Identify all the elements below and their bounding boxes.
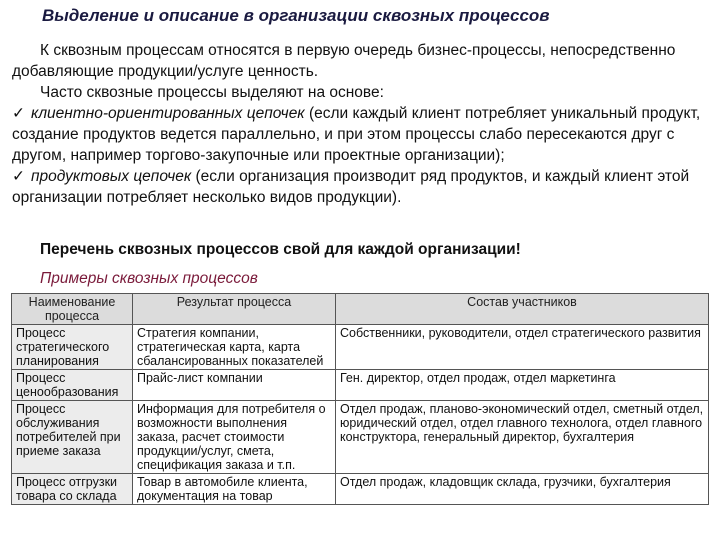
cell-process-name: Процесс обслуживания потребителей при приеме заказа [12, 401, 133, 474]
bullet-product-chains-text: (если организация производит ряд продуктов, и каждый клиент этой организации потребляет несколько видов продукции). [12, 168, 690, 206]
cell-process-name: Процесс отгрузки товара со склада [12, 474, 133, 505]
header-process-name: Наименование процесса [12, 294, 133, 325]
slide-title: Выделение и описание в организации сквозных процессов [42, 6, 550, 25]
checkmark-icon: ✓ [12, 105, 25, 122]
bullet-product-chains [12, 166, 712, 208]
bullet-client-chains-text: (если каждый клиент потребляет уникальный продукт, создание продуктов ведется параллельно, и при этом процессы слабо пересекаются друг с другом, например торгово-закупочные или проектные организации); [12, 105, 701, 164]
cell-participants: Отдел продаж, планово-экономический отдел, сметный отдел, юридический отдел, отдел главного технолога, отдел главного конструктора, генеральный директор, бухгалтерия [336, 401, 709, 474]
cell-process-name: Процесс стратегического планирования [12, 325, 133, 370]
cell-participants: Ген. директор, отдел продаж, отдел маркетинга [336, 370, 709, 401]
cell-process-result: Прайс-лист компании [133, 370, 336, 401]
bullet-product-chains-term: продуктовых цепочек [31, 168, 192, 185]
cell-process-result: Стратегия компании, стратегическая карта, карта сбалансированных показателей [133, 325, 336, 370]
bullet-client-chains-term: клиентно-ориентированных цепочек [31, 105, 305, 122]
cell-process-name: Процесс ценообразования [12, 370, 133, 401]
header-process-result: Результат процесса [133, 294, 336, 325]
processes-table [11, 293, 709, 505]
paragraph-basis: Часто сквозные процессы выделяют на основе: [40, 84, 384, 101]
table-row [12, 325, 709, 370]
body-text [12, 40, 712, 208]
cell-process-result: Информация для потребителя о возможности выполнения заказа, расчет стоимости продукции/услуг, смета, спецификация заказа и т.п. [133, 401, 336, 474]
cell-participants: Собственники, руководители, отдел стратегического развития [336, 325, 709, 370]
cell-participants: Отдел продаж, кладовщик склада, грузчики, бухгалтерия [336, 474, 709, 505]
checkmark-icon: ✓ [12, 168, 25, 185]
examples-heading: Примеры сквозных процессов [40, 270, 258, 287]
emphasis-statement: Перечень сквозных процессов свой для каждой организации! [40, 241, 521, 258]
table-row [12, 370, 709, 401]
header-participants: Состав участников [336, 294, 709, 325]
table-header-row [12, 294, 709, 325]
paragraph-intro: К сквозным процессам относятся в первую очередь бизнес-процессы, непосредственно добавляющие продукции/услуге ценность. [12, 42, 676, 80]
cell-process-result: Товар в автомобиле клиента, документация на товар [133, 474, 336, 505]
bullet-client-chains [12, 103, 712, 166]
table-row [12, 401, 709, 474]
table-row [12, 474, 709, 505]
